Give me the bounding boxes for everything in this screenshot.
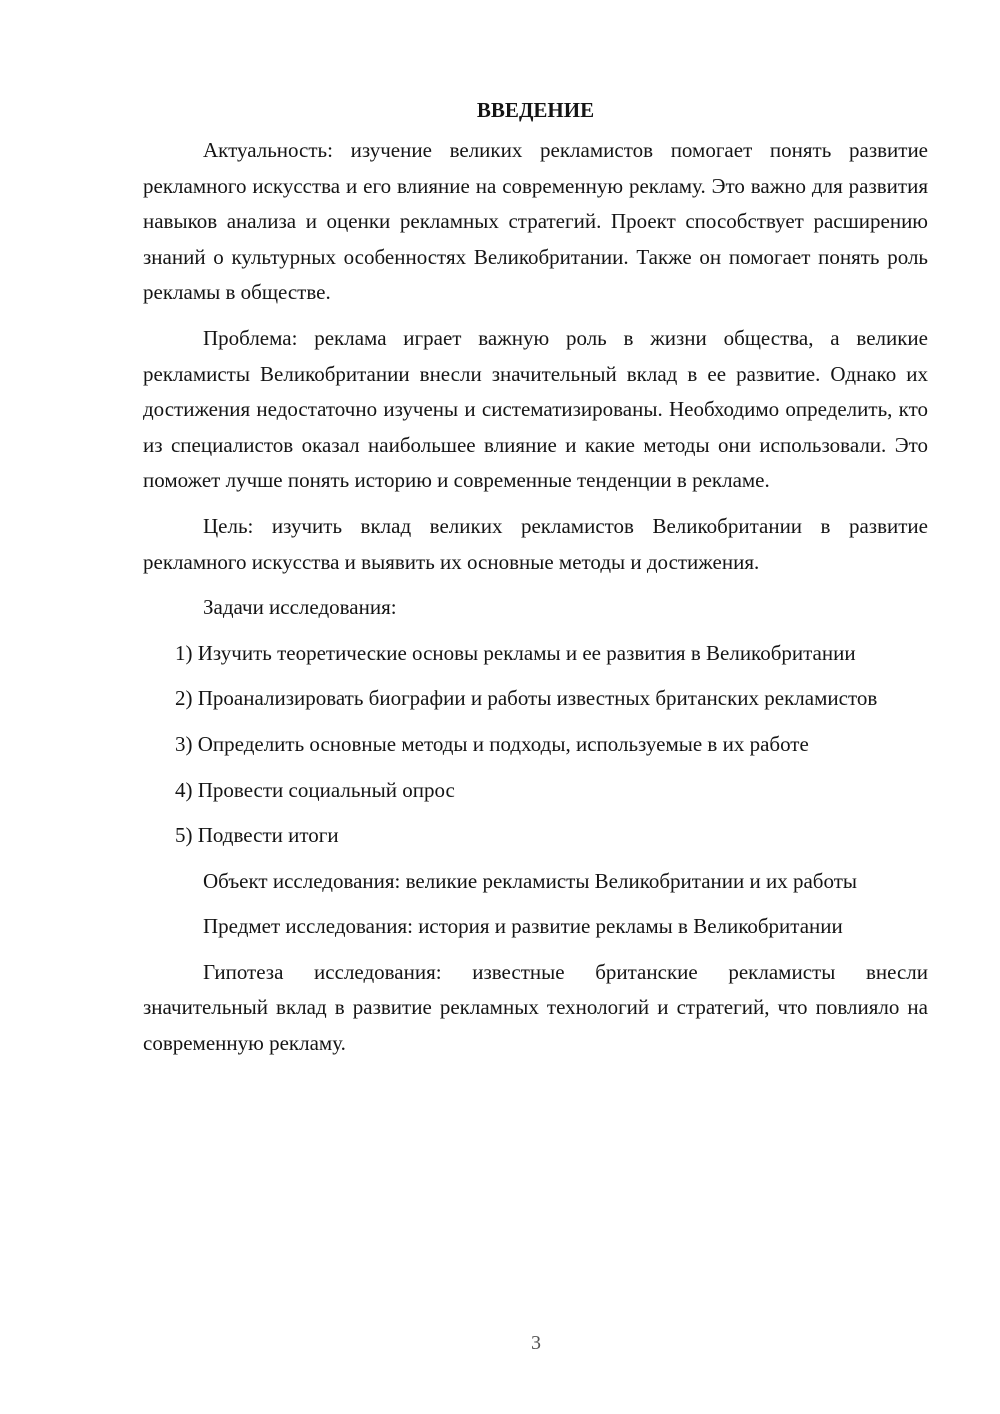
task-item: 5) Подвести итоги [175,823,339,848]
page-number: 3 [531,1332,541,1354]
page-title: ВВЕДЕНИЕ [476,98,595,122]
page-content [143,93,928,1072]
task-item: 3) Определить основные методы и подходы, используемые в их работе [175,731,809,756]
problem-paragraph: Проблема: реклама играет важную роль в жизни общества, а великие рекламисты Великобритании внесли значительный вклад в ее развитие. Однако их достижения недостаточно изучены и систематизированы. Необходимо определить, кто из специалистов оказал наибольшее влияние и какие методы они использовали. Это поможет лучше понять историю и современные тенденции в рекламе. [143,325,928,493]
task-item: 2) Проанализировать биографии и работы известных британских рекламистов [175,686,878,711]
goal-paragraph: Цель: изучить вклад великих рекламистов Великобритании в развитие рекламного искусства и выявить их основные методы и достижения. [143,513,928,574]
task-item: 4) Провести социальный опрос [175,777,455,802]
object-paragraph: Объект исследования: великие рекламисты Великобритании и их работы [203,868,857,893]
relevance-paragraph: Актуальность: изучение великих рекламистов помогает понять развитие рекламного искусства и его влияние на современную рекламу. Это важно для развития навыков анализа и оценки рекламных стратегий. Проект способствует расширению знаний о культурных особенностях Великобритании. Также он помогает понять роль рекламы в обществе. [143,138,928,305]
task-item: 1) Изучить теоретические основы рекламы и ее развития в Великобритании [175,640,856,665]
hypothesis-paragraph: Гипотеза исследования: известные британские рекламисты внесли значительный вклад в развитие рекламных технологий и стратегий, что повлияло на современную рекламу. [143,959,928,1056]
subject-paragraph: Предмет исследования: история и развитие рекламы в Великобритании [203,914,843,939]
tasks-heading: Задачи исследования: [203,595,397,620]
